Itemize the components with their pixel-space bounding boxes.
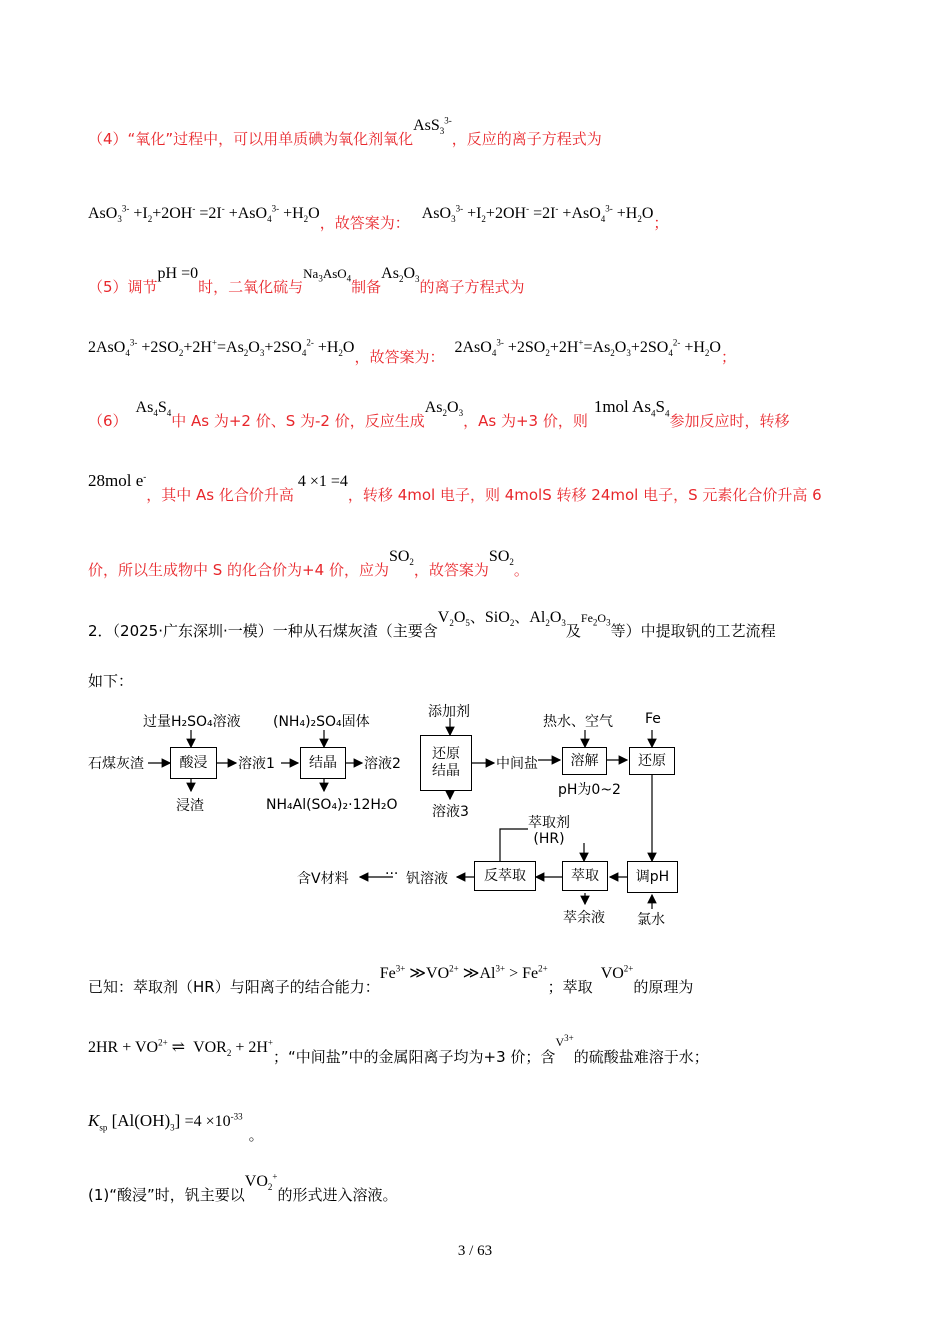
known-t1: ；萃取	[547, 978, 593, 996]
ksp-expression: $K_{sp}$ $[Al(OH)_3]$	[88, 1111, 185, 1133]
flow-fe: Fe	[645, 711, 661, 727]
flow-residue: 浸渣	[176, 798, 204, 814]
part6-t6: 价，所以生成物中 S 的化合价为+4 价，应为	[88, 561, 389, 579]
q2-line1	[88, 606, 776, 640]
part6-mol: 1mol $As_4S_4$	[593, 397, 670, 419]
flow-extractant: 萃取剂 (HR)	[528, 815, 570, 848]
flow-alum-product: NH₄Al(SO₄)₂·12H₂O	[266, 797, 398, 813]
part6-t3: 参加反应时，转移	[669, 412, 790, 430]
part4-answer-equation: $AsO_3^{3-} +I_2+2OH^- =2I^- +AsO_4^{3-} +H_2O$	[421, 203, 654, 225]
flow-hotwater-air: 热水、空气	[543, 714, 613, 730]
ass3-formula: AsS$_3^{3-}$	[413, 115, 452, 137]
q2-tail: 等）中提取钒的工艺流程	[610, 622, 776, 640]
ph-value: pH =0	[157, 265, 199, 282]
part6-line1	[88, 396, 790, 430]
vo2plus-ion: $VO_2^+$	[244, 1171, 278, 1193]
part4-equation: $AsO_3^{3-} +I_2+2OH^- =2I^- +AsO_4^{3-} +H_2O$	[88, 203, 320, 225]
flow-box-extract: 萃取	[562, 861, 608, 891]
known-intro: 已知：萃取剂（HR）与阳离子的结合能力：	[88, 978, 380, 996]
page-number: 3 / 63	[457, 1243, 493, 1259]
extraction-equation: $2HR + VO^{2+}$ ⇌ $VOR_2 + 2H^+$	[88, 1037, 273, 1059]
so2-formula: $SO_2$	[388, 548, 414, 568]
flow-box-reduce: 还原	[629, 747, 675, 775]
part6-intro: （6）	[88, 412, 128, 430]
v3plus-formula: V3+	[555, 1033, 574, 1049]
part4-intro: （4）“氧化”过程中，可以用单质碘为氧化剂氧化	[88, 130, 414, 148]
flow-solution1: 溶液1	[238, 756, 275, 772]
v2o5-formula: $V_2O_5$	[437, 609, 470, 629]
flow-box-strip: 反萃取	[474, 861, 536, 891]
flow-box-acid-leach: 酸浸	[170, 747, 217, 779]
flow-ph-note: pH为0~2	[558, 782, 621, 798]
flow-ammonium-input: (NH₄)₂SO₄固体	[273, 714, 370, 730]
part5-intro: （5）调节	[88, 278, 158, 296]
known-line2	[88, 1033, 709, 1066]
known-t4: 的硫酸盐难溶于水；	[573, 1048, 709, 1066]
flow-box-reduce-crystal: 还原 结晶	[420, 735, 472, 791]
q2-line2: 如下：	[88, 672, 134, 690]
flow-v-material: 含V材料	[297, 871, 349, 887]
part4-answer-end: ；	[653, 214, 669, 232]
part6-t5: ，转移 4mol 电子，则 4molS 转移 24mol 电子，S 元素化合价升高 6	[347, 486, 822, 504]
part4-equation-line	[88, 202, 669, 232]
so2-formula-2: $SO_2$	[488, 548, 514, 568]
part4-tail: ，反应的离子方程式为	[451, 130, 602, 148]
part6-t2: ，As 为+3 价，则	[463, 412, 588, 430]
ksp-exponent: -33	[230, 1111, 243, 1122]
part5-line	[88, 262, 525, 296]
part6-t4: ，其中 As 化合价升高	[146, 486, 294, 504]
as2o3-formula: $As_2O_3$	[381, 265, 420, 285]
flow-acid-input: 过量H₂SO₄溶液	[143, 714, 241, 730]
sio2-formula: SiO$_2$	[484, 609, 515, 629]
part5-t1: 时，二氧化硫与	[198, 278, 304, 296]
ksp-value-text: =4 ×10	[184, 1113, 231, 1130]
flow-arrows	[88, 695, 688, 935]
flow-v-solution: 钒溶液	[406, 871, 448, 887]
part5-t2: 制备	[351, 278, 382, 296]
q2-1-intro: (1)“酸浸”时，钒主要以	[88, 1186, 245, 1204]
as4s4-formula: $As_4S_4$	[135, 399, 172, 419]
part6-t8: 。	[513, 561, 529, 579]
flow-raffinate: 萃余液	[563, 910, 605, 926]
as2o3-formula-2: $As_2O_3$	[424, 399, 464, 419]
flow-solution2: 溶液2	[364, 756, 401, 772]
binding-order: $Fe^{3+}$ $≫VO^{2+}$ $≫Al^{3+} > Fe^{2+}$	[379, 963, 548, 982]
part4-answer-sep: ，故答案为：	[319, 214, 410, 232]
vo2plus-formula: $VO^{2+}$	[600, 963, 634, 982]
q2-and: 及	[565, 622, 581, 640]
part5-answer-end: ；	[720, 348, 736, 366]
part5-t3: 的离子方程式为	[419, 278, 525, 296]
part5-equation-line	[88, 336, 736, 366]
known-line1	[88, 962, 694, 996]
flow-ellipsis: ···	[385, 866, 399, 882]
al2o3-formula: $Al_2O_3$	[529, 609, 566, 629]
part6-line2	[88, 470, 822, 504]
part5-answer-equation: $2AsO_4^{3-} +2SO_2+2H^+=As_2O_3+2SO_4^{2-} +H_2O$	[454, 337, 721, 359]
part6-t7: ，故答案为	[413, 561, 489, 579]
flow-start-material: 石煤灰渣	[88, 756, 144, 772]
flow-ammonia: 氯水	[637, 912, 665, 928]
flow-box-dissolve: 溶解	[562, 747, 607, 775]
known-t3: ；“中间盐”中的金属阳离子均为+3 价；含	[273, 1048, 556, 1066]
q2-sep2: 、	[514, 608, 530, 626]
part4-line	[88, 115, 602, 150]
ksp-end: 。	[248, 1126, 264, 1144]
part6-mol-text: 1mol As	[593, 397, 651, 416]
known-t2: 的原理为	[633, 978, 694, 996]
flow-mid-salt: 中间盐	[496, 756, 538, 772]
part6-electrons-text: 28mol e	[88, 471, 144, 490]
part6-electrons: 28mol e-	[88, 471, 147, 490]
na3aso4-formula: $Na_3AsO_4$	[303, 266, 352, 284]
q2-1-tail: 的形式进入溶液。	[277, 1186, 398, 1204]
part6-line3	[88, 545, 529, 579]
flow-solution3: 溶液3	[432, 804, 469, 820]
ksp-value	[185, 1113, 243, 1130]
part5-equation: $2AsO_4^{3-} +2SO_2+2H^+=As_2O_3+2SO_4^{2-} +H_2O$	[88, 337, 355, 359]
part6-t1: 中 As 为+2 价、S 为-2 价，反应生成	[171, 412, 425, 430]
fe2o3-formula: $Fe_2O_3$	[580, 611, 611, 628]
flow-additive: 添加剂	[428, 704, 470, 720]
q2-sep1: 、	[469, 608, 485, 626]
q2-intro: 2．（2025·广东深圳·一模）一种从石煤灰渣（主要含	[88, 622, 438, 640]
part6-calc: 4 ×1 =4	[297, 473, 348, 490]
q2-1-line	[88, 1170, 398, 1204]
process-flow-diagram	[88, 695, 688, 935]
flow-box-crystal: 结晶	[300, 747, 346, 779]
part5-answer-sep: ，故答案为：	[354, 348, 445, 366]
flow-box-adjust-ph: 调pH	[627, 861, 678, 893]
ksp-line	[88, 1110, 264, 1144]
